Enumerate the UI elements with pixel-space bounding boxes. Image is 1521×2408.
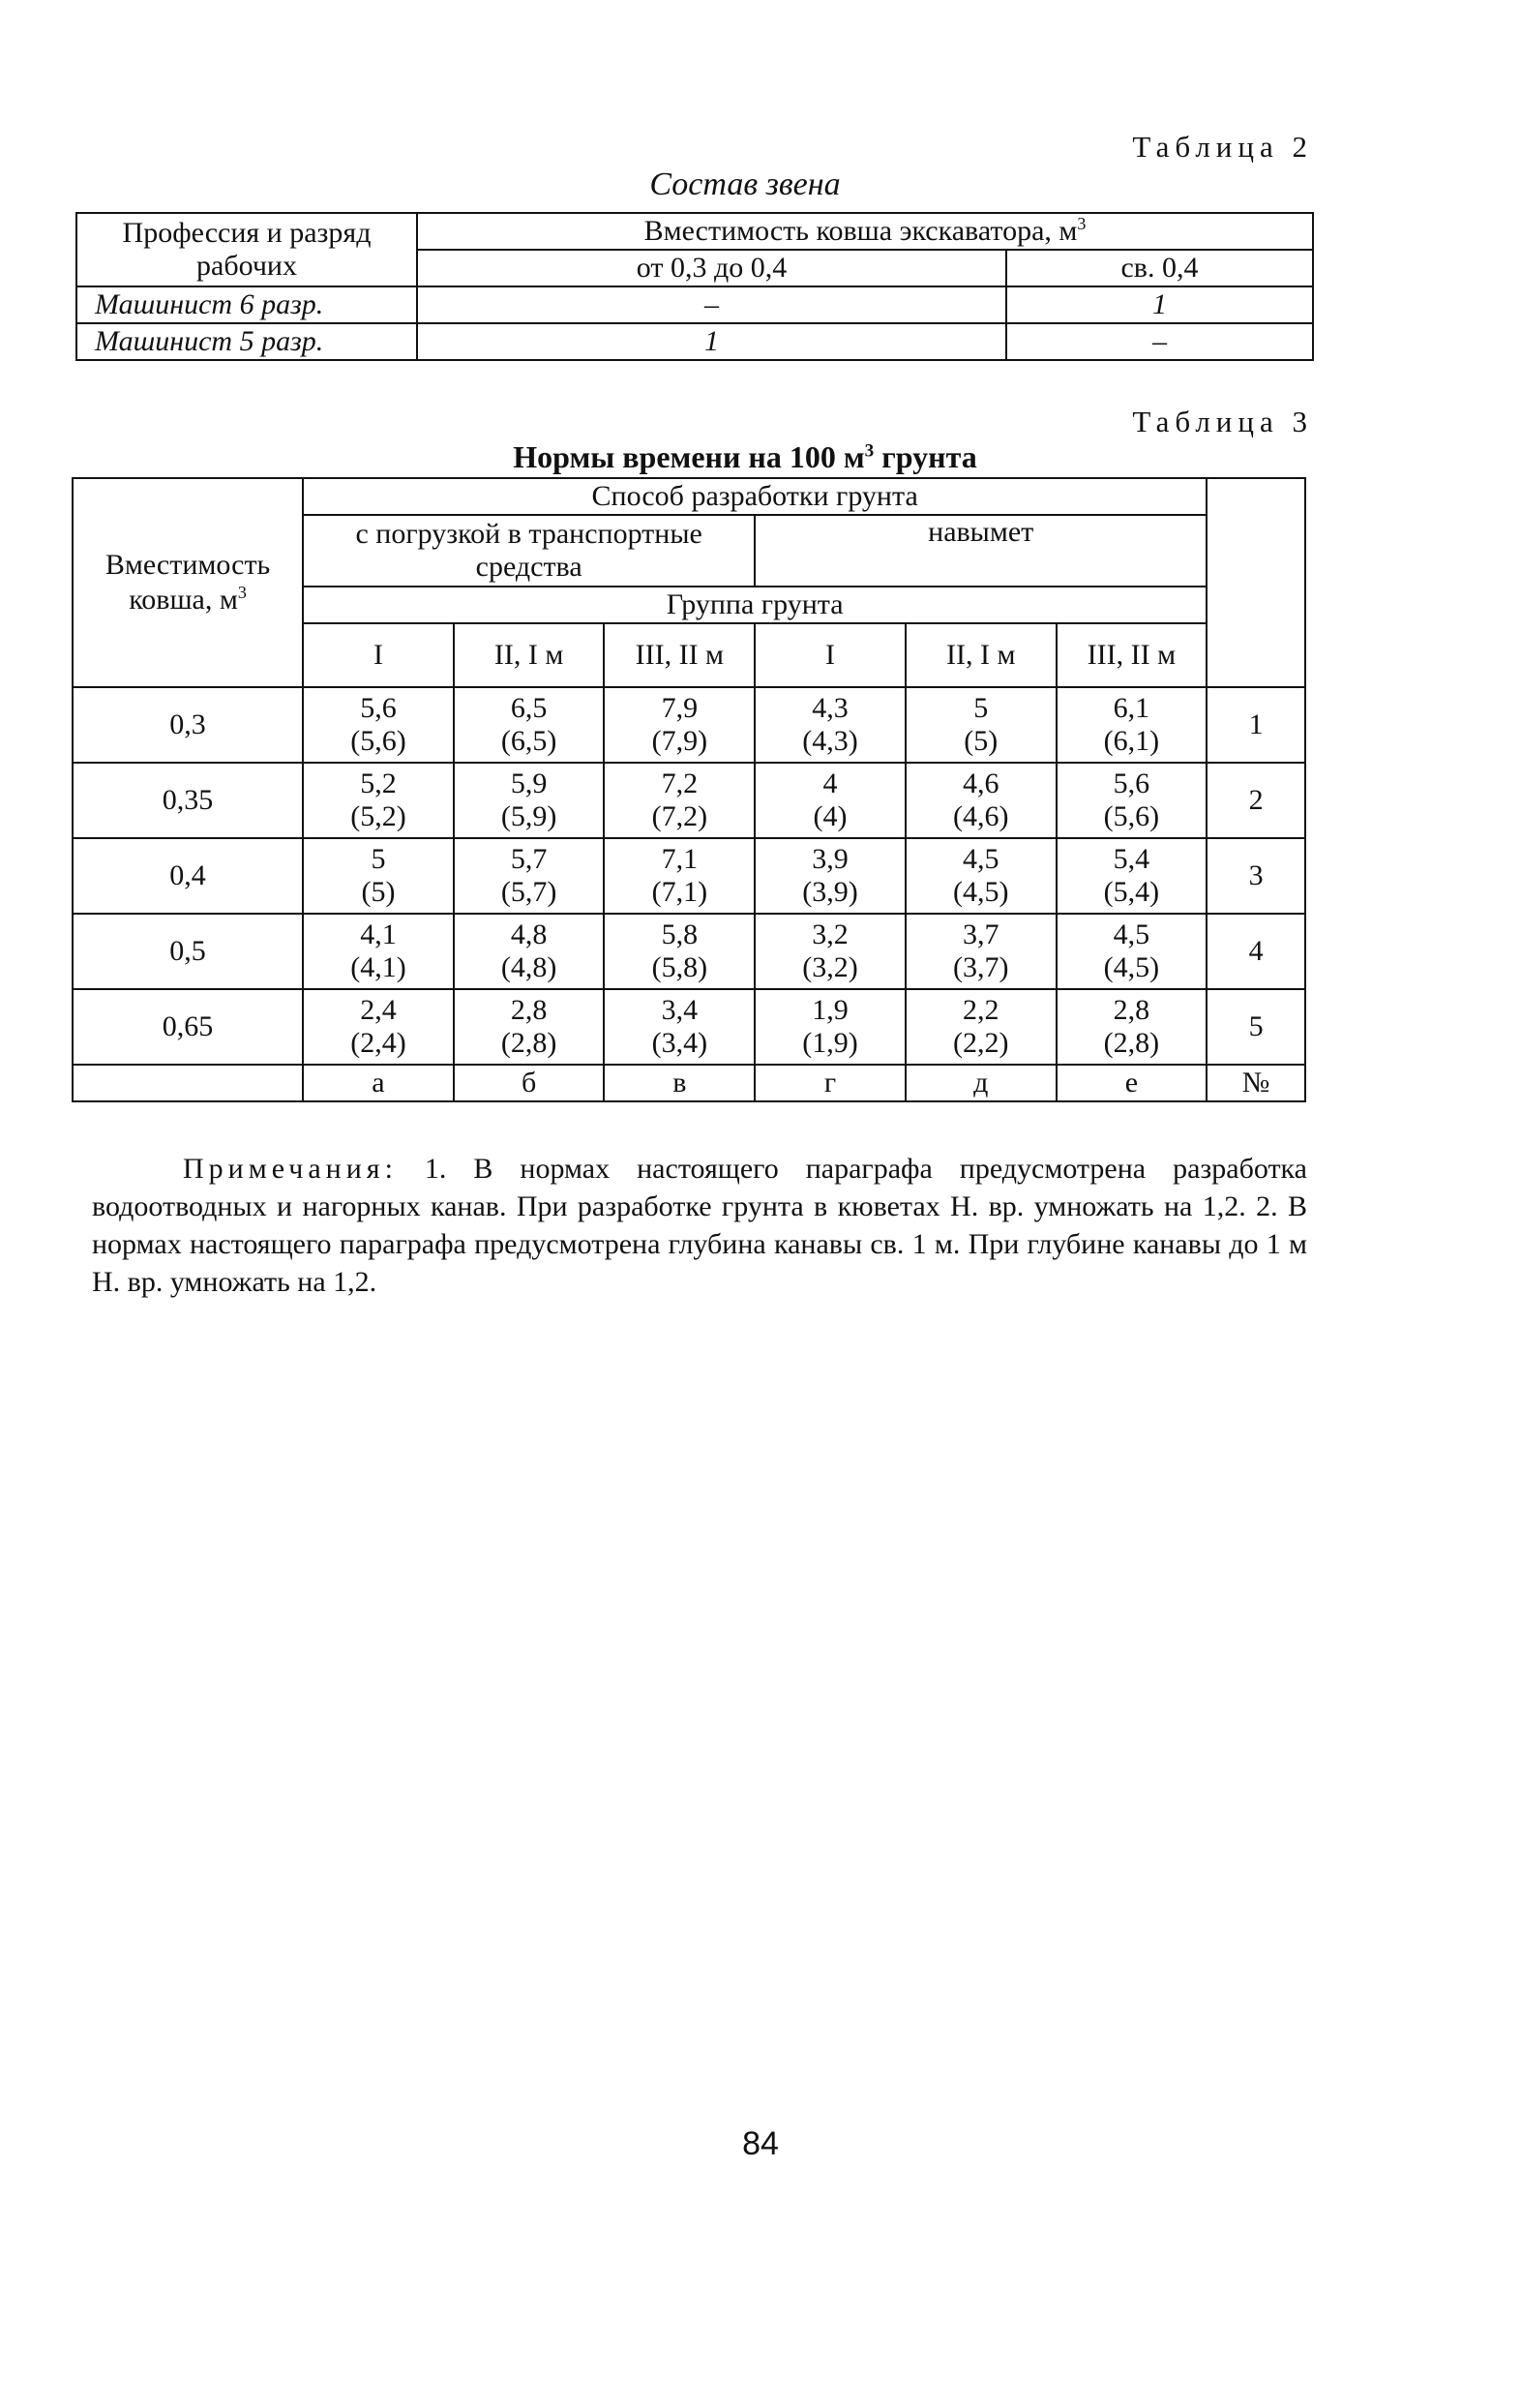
- cell-value: 5 (5): [303, 838, 454, 914]
- header-group: II, I м: [906, 623, 1057, 687]
- table-3-title: Нормы времени на 100 $м^3$ грунта: [513, 439, 977, 474]
- header-method: Способ разработки грунта: [303, 478, 1207, 515]
- cell-value: 6,5 (6,5): [454, 687, 605, 763]
- cell-value: 5 (5): [906, 687, 1057, 763]
- cell-value: 1,9 (1,9): [755, 989, 906, 1065]
- page-number: 84: [742, 2125, 779, 2162]
- header-group: I: [303, 623, 454, 687]
- cell-value: 1: [417, 323, 1006, 360]
- cell-value: 7,2 (7,2): [604, 763, 755, 838]
- cell-value: –: [417, 286, 1006, 323]
- cell-value: 4,5 (4,5): [1057, 914, 1208, 989]
- column-letter: д: [906, 1065, 1057, 1101]
- row-profession: Машинист 6 разр.: [76, 286, 417, 323]
- cell-value: 5,9 (5,9): [454, 763, 605, 838]
- cell-value: 5,4 (5,4): [1057, 838, 1208, 914]
- table-2-title: Состав звена: [649, 166, 841, 202]
- table-row: [76, 323, 1313, 360]
- header-group: III, II м: [1057, 623, 1208, 687]
- notes-text: 1. В нормах настоящего параграфа предусмотрена разработка водоотводных и нагорных канав. При разработке грунта в кюветах Н. вр. умножать на 1,2. 2. В нормах настоящего параграфа предусмотрена глубина канавы св. 1 м. При глубине канавы до 1 м Н. вр. умножать на 1,2.: [92, 1153, 1307, 1298]
- header-soil-group: Группа грунта: [303, 587, 1207, 623]
- cell-value: 1: [1006, 286, 1313, 323]
- letters-row: [73, 1065, 1305, 1101]
- cell-value: 6,1 (6,1): [1057, 687, 1208, 763]
- cell-value: 4,5 (4,5): [906, 838, 1057, 914]
- cell-value: 4,3 (4,3): [755, 687, 906, 763]
- cell-value: 2,8 (2,8): [1057, 989, 1208, 1065]
- header-bucket-capacity: Вместимость ковша экскаватора, $м^3$: [417, 213, 1313, 250]
- row-capacity: 0,35: [73, 763, 303, 838]
- table-3-time-norms: [72, 477, 1306, 1102]
- cell-value: 5,6 (5,6): [1057, 763, 1208, 838]
- column-letter: е: [1057, 1065, 1208, 1101]
- cell-value: 4,8 (4,8): [454, 914, 605, 989]
- cell-value: 4,6 (4,6): [906, 763, 1057, 838]
- column-letter: в: [604, 1065, 755, 1101]
- row-number: 1: [1207, 687, 1305, 763]
- table-3-label: Таблица 3: [1132, 405, 1313, 438]
- table-2-label: Таблица 2: [1132, 130, 1313, 164]
- row-capacity: 0,65: [73, 989, 303, 1065]
- row-capacity: 0,3: [73, 687, 303, 763]
- cell-value: 7,1 (7,1): [604, 838, 755, 914]
- row-number: 3: [1207, 838, 1305, 914]
- cell-value: 3,7 (3,7): [906, 914, 1057, 989]
- table-row: [76, 286, 1313, 323]
- cell-value: 5,6 (5,6): [303, 687, 454, 763]
- header-transport: с погрузкой в транспортные средства: [303, 515, 755, 587]
- row-number: 2: [1207, 763, 1305, 838]
- header-range-b: св. 0,4: [1006, 250, 1313, 286]
- cell-value: 4,1 (4,1): [303, 914, 454, 989]
- notes-paragraph: [92, 1150, 1307, 1301]
- cell-value: 3,4 (3,4): [604, 989, 755, 1065]
- row-capacity: 0,5: [73, 914, 303, 989]
- header-number-blank: [1207, 478, 1305, 687]
- table-row: [73, 989, 1305, 1065]
- cell-value: 3,2 (3,2): [755, 914, 906, 989]
- cell-value: 5,8 (5,8): [604, 914, 755, 989]
- header-cast: навымет: [755, 515, 1207, 587]
- row-number: 5: [1207, 989, 1305, 1065]
- table-row: [73, 838, 1305, 914]
- column-letter: а: [303, 1065, 454, 1101]
- notes-heading: Примечания:: [183, 1153, 398, 1185]
- header-group: II, I м: [454, 623, 605, 687]
- row-profession: Машинист 5 разр.: [76, 323, 417, 360]
- column-letter: б: [454, 1065, 605, 1101]
- header-bucket-capacity: Вместимость ковша, $м^3$: [73, 478, 303, 687]
- cell-value: 7,9 (7,9): [604, 687, 755, 763]
- row-capacity: 0,4: [73, 838, 303, 914]
- table-2-crew-composition: [75, 212, 1314, 361]
- cell-value: 3,9 (3,9): [755, 838, 906, 914]
- cell-value: 2,4 (2,4): [303, 989, 454, 1065]
- header-range-a: от 0,3 до 0,4: [417, 250, 1006, 286]
- header-group: I: [755, 623, 906, 687]
- table-row: [73, 763, 1305, 838]
- letters-row-blank: [73, 1065, 303, 1101]
- number-label: №: [1207, 1065, 1305, 1101]
- header-group: III, II м: [604, 623, 755, 687]
- cell-value: 4 (4): [755, 763, 906, 838]
- cell-value: 2,2 (2,2): [906, 989, 1057, 1065]
- table-row: [73, 914, 1305, 989]
- header-profession: Профессия и разряд рабочих: [76, 213, 417, 286]
- column-letter: г: [755, 1065, 906, 1101]
- cell-value: 5,7 (5,7): [454, 838, 605, 914]
- table-row: [73, 687, 1305, 763]
- cell-value: 2,8 (2,8): [454, 989, 605, 1065]
- cell-value: 5,2 (5,2): [303, 763, 454, 838]
- row-number: 4: [1207, 914, 1305, 989]
- cell-value: –: [1006, 323, 1313, 360]
